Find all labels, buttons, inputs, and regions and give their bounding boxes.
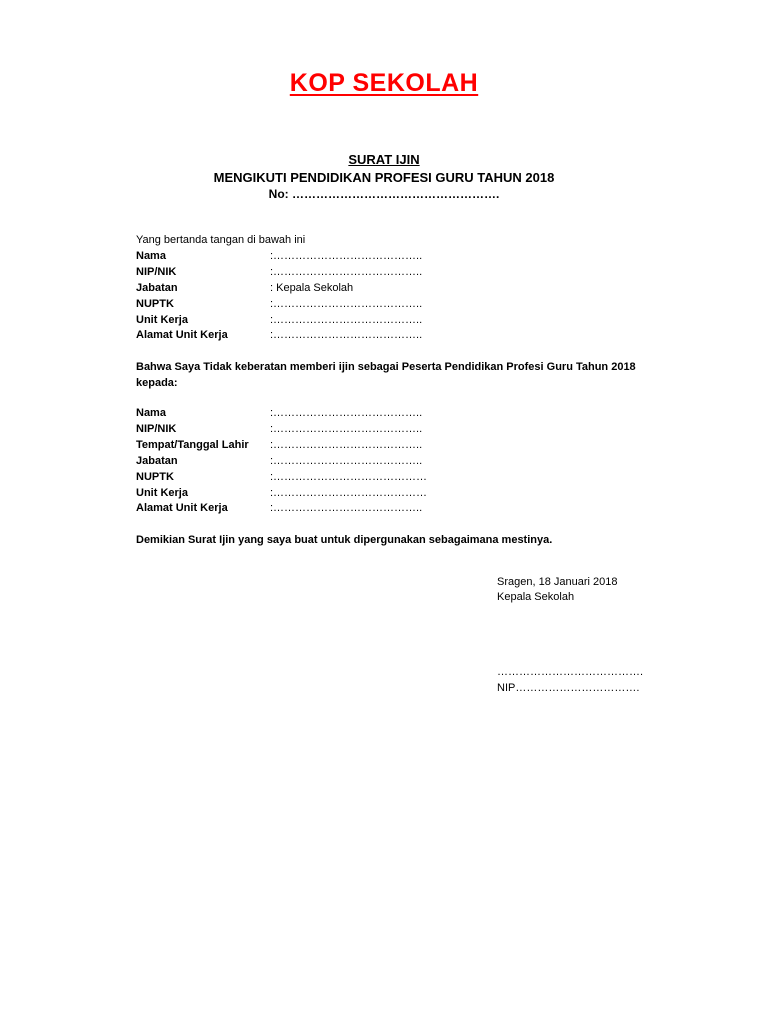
field-label: NIP/NIK — [136, 266, 177, 278]
field-value: :………………………………….. — [270, 423, 423, 435]
field-value: : Kepala Sekolah — [270, 282, 354, 294]
field-value: :………………………………….. — [270, 298, 423, 310]
field-label: Alamat Unit Kerja — [136, 502, 228, 514]
field-value: :………………………………….. — [270, 407, 423, 419]
signature-position: Kepala Sekolah — [497, 591, 575, 603]
field-value: :………………………………….. — [270, 455, 423, 467]
field-label: Nama — [136, 407, 166, 419]
field-label: NUPTK — [136, 471, 174, 483]
letter-title: SURAT IJIN — [348, 152, 420, 167]
statement-text: Bahwa Saya Tidak keberatan memberi ijin sebagai Peserta Pendidikan Profesi Guru Tahun 2018 — [136, 361, 636, 373]
closing-text: Demikian Surat Ijin yang saya buat untuk dipergunakan sebagaimana mestinya. — [136, 534, 553, 546]
signature-name-line: …………………………………. — [497, 666, 644, 678]
statement-text-cont: kepada: — [136, 377, 178, 389]
field-value: :………………………………….. — [270, 439, 423, 451]
field-value: :………………………………….. — [270, 314, 423, 326]
letter-number: No: ……………………………………………. — [268, 187, 500, 201]
field-value: :………………………………….. — [270, 502, 423, 514]
field-value: :………………………………….. — [270, 329, 423, 341]
field-value: :…………………………………… — [270, 487, 428, 499]
field-label: Nama — [136, 250, 166, 262]
letter-subtitle: MENGIKUTI PENDIDIKAN PROFESI GURU TAHUN 2018 — [213, 170, 555, 185]
field-value: :…………………………………… — [270, 471, 428, 483]
field-label: NIP/NIK — [136, 423, 177, 435]
field-label: Jabatan — [136, 282, 178, 294]
school-letterhead: KOP SEKOLAH — [289, 69, 479, 97]
signature-place-date: Sragen, 18 Januari 2018 — [497, 576, 618, 588]
field-value: :………………………………….. — [270, 266, 423, 278]
field-label: NUPTK — [136, 298, 174, 310]
field-label: Unit Kerja — [136, 314, 188, 326]
field-value: :………………………………….. — [270, 250, 423, 262]
intro-text: Yang bertanda tangan di bawah ini — [136, 234, 306, 246]
field-label: Tempat/Tanggal Lahir — [136, 439, 249, 451]
field-label: Alamat Unit Kerja — [136, 329, 228, 341]
field-label: Jabatan — [136, 455, 178, 467]
signature-nip-line: NIP……………………………. — [497, 682, 640, 694]
field-label: Unit Kerja — [136, 487, 188, 499]
